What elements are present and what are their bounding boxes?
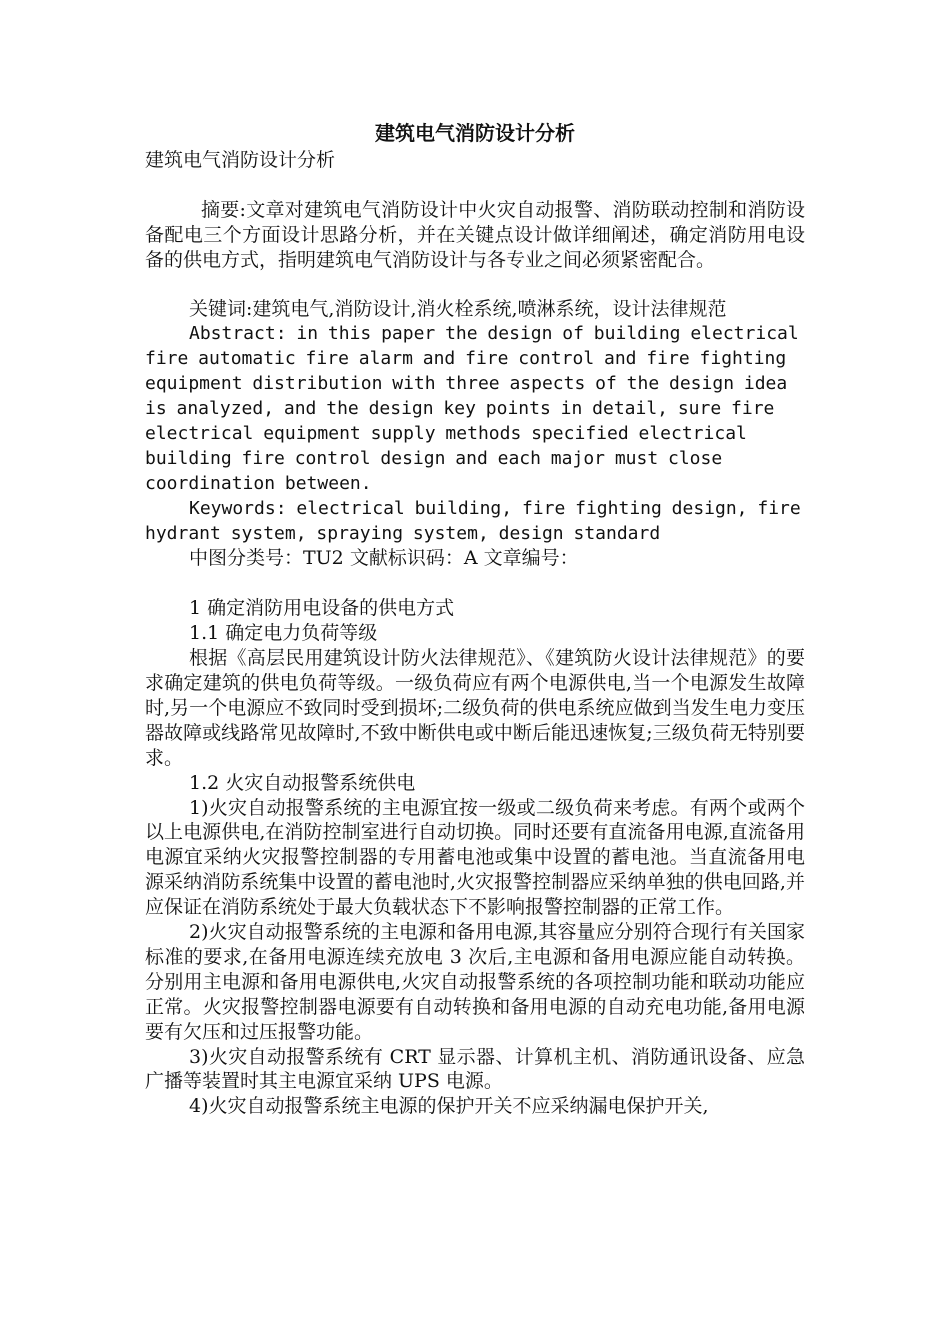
section-1-2-item: 1)火灾自动报警系统的主电源宜按一级或二级负荷来考虑。有两个或两个以上电源供电,在消防控制室进行自动切换。同时还要有直流备用电源,直流备用电源宜采纳火灾报警控制器的专用蓄电池或集中设置的蓄电池。当直流备用电源采纳消防系统集中设置的蓄电池时,火灾报警控制器应采纳单独的供电回路,并应保证在消防系统处于最大负载状态下不影响报警控制器的正常工作。 <box>145 796 805 919</box>
classification-line: 中图分类号：TU2 文献标识码：A 文章编号： <box>189 547 579 570</box>
document-page <box>145 118 805 1119</box>
blank-line <box>145 571 805 596</box>
abstract-chinese: 摘要:文章对建筑电气消防设计中火灾自动报警、消防联动控制和消防设备配电三个方面设计思路分析，并在关键点设计做详细阐述，确定消防用电设备的供电方式，指明建筑电气消防设计与各专业之间必须紧密配合。 <box>145 198 805 271</box>
keywords-english: Keywords: electrical building, fire fighting design, fire hydrant system, spraying system, design standard <box>145 497 801 544</box>
blank-line <box>145 173 805 198</box>
section-1-2-item: 2)火灾自动报警系统的主电源和备用电源,其容量应分别符合现行有关国家标准的要求,在备用电源连续充放电 3 次后,主电源和备用电源应能自动转换。分别用主电源和备用电源供电,火灾自动报警系统的各项控制功能和联动功能应正常。火灾报警控制器电源要有自动转换和备用电源的自动充电功能,备用电源要有欠压和过压报警功能。 <box>145 921 805 1043</box>
blank-line <box>145 273 805 298</box>
document-title: 建筑电气消防设计分析 <box>375 121 575 145</box>
abstract-english: Abstract: in this paper the design of building electrical fire automatic fire alarm and fire control and fire fighting equipment distribution with three aspects of the design idea is analyzed, and the design key points in detail, sure fire electrical equipment supply methods specified electrical building fire control design and each major must close coordination between. <box>145 323 799 494</box>
section-1-heading: 1 确定消防用电设备的供电方式 <box>189 597 455 620</box>
section-1-2-heading: 1.2 火灾自动报警系统供电 <box>189 771 416 794</box>
section-1-2-item: 4)火灾自动报警系统主电源的保护开关不应采纳漏电保护开关, <box>189 1095 709 1118</box>
keywords-chinese: 关键词:建筑电气,消防设计,消火栓系统,喷淋系统，设计法律规范 <box>189 298 727 321</box>
section-1-1-body: 根据《高层民用建筑设计防火法律规范》、《建筑防火设计法律规范》的要求确定建筑的供电负荷等级。一级负荷应有两个电源供电,当一个电源发生故障时,另一个电源应不致同时受到损坏;二级负荷的供电系统应做到当发生电力变压器故障或线路常见故障时,不致中断供电或中断后能迅速恢复;三级负荷无特别要求。 <box>145 647 805 769</box>
section-1-1-heading: 1.1 确定电力负荷等级 <box>189 622 378 645</box>
section-1-2-item: 3)火灾自动报警系统有 CRT 显示器、计算机主机、消防通讯设备、应急广播等装置时其主电源宜采纳 UPS 电源。 <box>145 1045 805 1093</box>
document-subtitle: 建筑电气消防设计分析 <box>145 149 336 171</box>
